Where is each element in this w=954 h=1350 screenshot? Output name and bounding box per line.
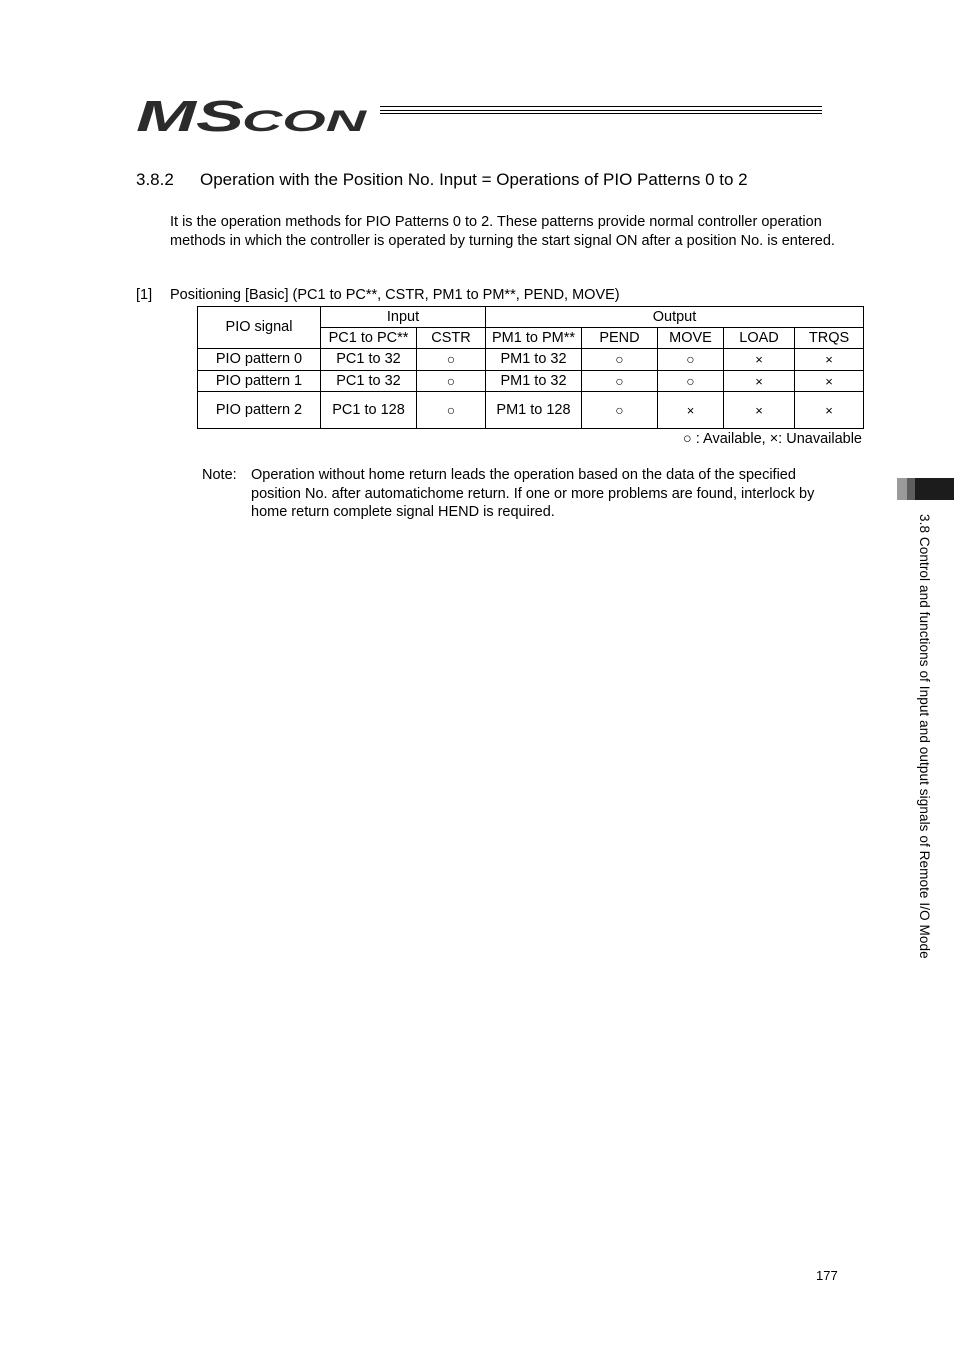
- header-output: Output: [486, 307, 864, 328]
- column-header: PEND: [582, 328, 658, 349]
- header-rule-bottom: [380, 113, 822, 114]
- available-mark: ○: [582, 392, 658, 429]
- tab-gray-dark: [915, 478, 954, 500]
- row-label: PIO pattern 1: [198, 371, 321, 392]
- note-text: Operation without home return leads the operation based on the data of the specified position No. after automatichome return. If one or more problems are found, interlock by home return complete signal HEND is required.: [251, 467, 815, 520]
- row-label: PIO pattern 2: [198, 392, 321, 429]
- table-row: [198, 371, 864, 392]
- chapter-side-label: 3.8 Control and functions of Input and output signals of Remote I/O Mode: [917, 514, 932, 959]
- available-mark: ○: [658, 371, 724, 392]
- note: [202, 466, 842, 522]
- table-cell: PC1 to 32: [321, 349, 417, 371]
- section-title: [136, 170, 748, 190]
- tab-gray-light: [897, 478, 907, 500]
- item-heading-text: Positioning [Basic] (PC1 to PC**, CSTR, PM1 to PM**, PEND, MOVE): [170, 287, 620, 303]
- section-title-text: Operation with the Position No. Input = Operations of PIO Patterns 0 to 2: [200, 170, 748, 189]
- header-pio-signal: PIO signal: [198, 307, 321, 349]
- item-number: [1]: [136, 287, 153, 303]
- available-mark: ○: [582, 349, 658, 371]
- item-heading: [136, 287, 620, 303]
- table-row: [198, 392, 864, 429]
- unavailable-mark: ×: [724, 349, 795, 371]
- column-header: PC1 to PC**: [321, 328, 417, 349]
- available-mark: ○: [417, 371, 486, 392]
- available-mark: ○: [417, 349, 486, 371]
- table-cell: PC1 to 128: [321, 392, 417, 429]
- svg-text:CON: CON: [242, 105, 368, 137]
- unavailable-mark: ×: [795, 392, 864, 429]
- column-header: LOAD: [724, 328, 795, 349]
- unavailable-mark: ×: [795, 349, 864, 371]
- pio-signal-table: [197, 306, 864, 429]
- table-cell: PC1 to 32: [321, 371, 417, 392]
- chapter-tab-marker: [897, 478, 954, 500]
- tab-gray-mid: [907, 478, 915, 500]
- unavailable-mark: ×: [724, 371, 795, 392]
- mscon-logo: [136, 95, 368, 137]
- unavailable-mark: ×: [795, 371, 864, 392]
- intro-paragraph: It is the operation methods for PIO Patterns 0 to 2. These patterns provide normal controller operation methods in which the controller is operated by turning the start signal ON after a position No. is entered.: [170, 214, 835, 249]
- section-number: 3.8.2: [136, 170, 174, 189]
- column-header: MOVE: [658, 328, 724, 349]
- table-group-header-row: [198, 307, 864, 328]
- available-mark: ○: [417, 392, 486, 429]
- unavailable-mark: ×: [658, 392, 724, 429]
- svg-text:MS: MS: [136, 95, 244, 137]
- column-header: CSTR: [417, 328, 486, 349]
- table-cell: PM1 to 32: [486, 349, 582, 371]
- table-cell: PM1 to 128: [486, 392, 582, 429]
- column-header: TRQS: [795, 328, 864, 349]
- header-input: Input: [321, 307, 486, 328]
- table-legend: ○ : Available, ×: Unavailable: [683, 431, 862, 447]
- available-mark: ○: [582, 371, 658, 392]
- available-mark: ○: [658, 349, 724, 371]
- table-cell: PM1 to 32: [486, 371, 582, 392]
- unavailable-mark: ×: [724, 392, 795, 429]
- header-rule-top: [380, 106, 822, 107]
- table-row: [198, 349, 864, 371]
- note-label: Note:: [202, 467, 237, 483]
- row-label: PIO pattern 0: [198, 349, 321, 371]
- page-number: 177: [816, 1268, 838, 1283]
- column-header: PM1 to PM**: [486, 328, 582, 349]
- header-rule-middle: [380, 110, 822, 111]
